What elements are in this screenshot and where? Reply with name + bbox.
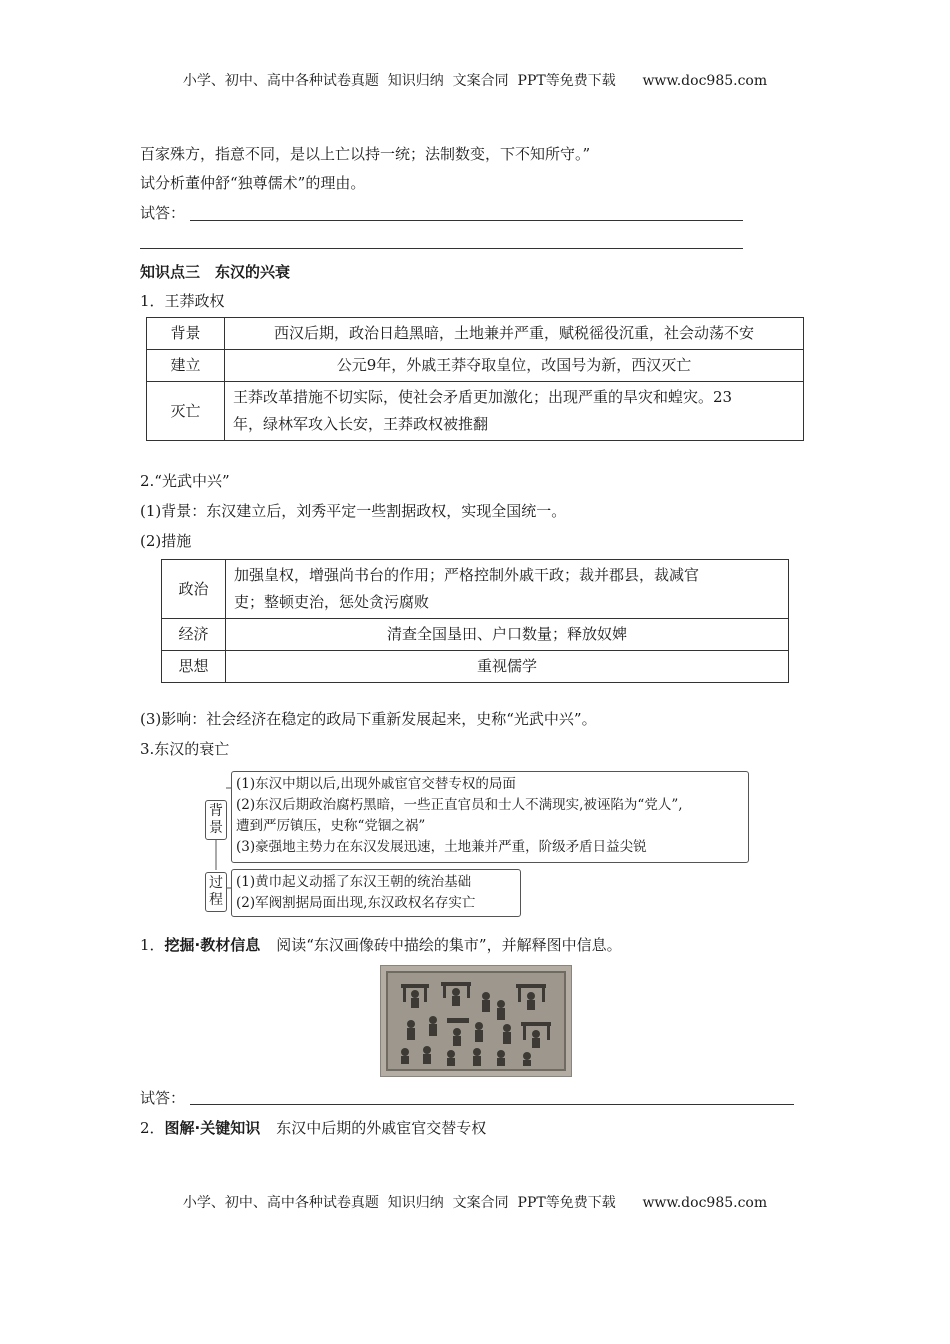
row-label: 灭亡 xyxy=(147,382,225,441)
row-text: 清查全国垦田、户口数量；释放奴婢 xyxy=(226,619,789,651)
section-title: 知识点三 东汉的兴衰 xyxy=(140,263,291,281)
guangwu-background: (1)背景：东汉建立后，刘秀平定一些割据政权，实现全国统一。 xyxy=(140,502,567,520)
process-label-text: 过 程 xyxy=(209,875,223,908)
wangmang-heading: 1．王莽政权 xyxy=(140,292,225,310)
background-box xyxy=(231,771,749,863)
background-label xyxy=(205,800,227,840)
row-label: 背景 xyxy=(147,318,225,350)
table-row xyxy=(162,619,789,651)
background-item: (1)东汉中期以后,出现外戚宦官交替专权的局面 xyxy=(236,776,516,792)
process-box xyxy=(231,869,521,917)
wangmang-table xyxy=(146,317,804,441)
answer-line-1[interactable] xyxy=(190,220,743,221)
background-label-text: 背 景 xyxy=(209,803,223,836)
row-text xyxy=(226,560,789,619)
quote-line: 百家殊方，指意不同，是以上亡以持一统；法制数变，下不知所守。” xyxy=(140,145,591,163)
answer-label-2: 试答： xyxy=(140,1089,186,1107)
table-row xyxy=(147,382,804,441)
question-line: 试分析董仲舒“独尊儒术”的理由。 xyxy=(140,174,366,192)
market-brick-image xyxy=(380,965,572,1077)
answer-line-3[interactable] xyxy=(190,1104,794,1105)
table-row xyxy=(162,560,789,619)
row-text: 公元9年，外戚王莽夺取皇位，改国号为新，西汉灭亡 xyxy=(225,350,804,382)
guangwu-heading: 2.“光武中兴” xyxy=(140,472,230,490)
answer-label-1: 试答： xyxy=(140,204,186,222)
task2-text: 东汉中后期的外戚宦官交替专权 xyxy=(276,1119,487,1137)
process-label xyxy=(205,872,227,912)
task1-num: 1． xyxy=(140,936,165,954)
process-item: (1)黄巾起义动摇了东汉王朝的统治基础 xyxy=(236,874,472,890)
row-label: 思想 xyxy=(162,651,226,683)
task1-label: 挖掘·教材信息 xyxy=(164,936,261,954)
table-row xyxy=(162,651,789,683)
row-text-line: 吏；整顿吏治，惩处贪污腐败 xyxy=(234,593,430,611)
row-label: 政治 xyxy=(162,560,226,619)
page-footer: 小学、初中、高中各种试卷真题 知识归纳 文案合同 PPT等免费下载 www.doc985.com xyxy=(182,1195,768,1211)
task1-text: 阅读“东汉画像砖中描绘的集市”，并解释图中信息。 xyxy=(276,936,622,954)
task1 xyxy=(140,934,622,955)
row-text-line: 年，绿林军攻入长安，王莽政权被推翻 xyxy=(233,415,489,433)
row-text: 西汉后期，政治日趋黑暗，土地兼并严重，赋税徭役沉重，社会动荡不安 xyxy=(225,318,804,350)
row-text-line: 王莽改革措施不切实际，使社会矛盾更加激化；出现严重的旱灾和蝗灾。23 xyxy=(233,388,733,406)
market-scene-drawing xyxy=(381,966,571,1076)
decline-diagram xyxy=(200,768,760,918)
table-row xyxy=(147,318,804,350)
row-text: 重视儒学 xyxy=(226,651,789,683)
task2-label: 图解·关键知识 xyxy=(164,1119,261,1137)
task2-num: 2． xyxy=(140,1119,165,1137)
row-label: 经济 xyxy=(162,619,226,651)
background-item: (3)豪强地主势力在东汉发展迅速，土地兼并严重，阶级矛盾日益尖锐 xyxy=(236,839,647,855)
page-header: 小学、初中、高中各种试卷真题 知识归纳 文案合同 PPT等免费下载 www.doc985.com xyxy=(182,73,768,89)
row-text xyxy=(225,382,804,441)
measures-table xyxy=(161,559,789,683)
task2 xyxy=(140,1117,486,1138)
table-row xyxy=(147,350,804,382)
guangwu-measures-heading: (2)措施 xyxy=(140,532,192,550)
answer-line-2[interactable] xyxy=(140,248,743,249)
row-label: 建立 xyxy=(147,350,225,382)
guangwu-impact: (3)影响：社会经济在稳定的政局下重新发展起来，史称“光武中兴”。 xyxy=(140,710,597,728)
decline-heading: 3.东汉的衰亡 xyxy=(140,740,230,758)
row-text-line: 加强皇权，增强尚书台的作用；严格控制外戚干政；裁并郡县，裁减官 xyxy=(234,566,700,584)
background-item: 遭到严厉镇压，史称“党锢之祸” xyxy=(236,818,426,834)
background-item: (2)东汉后期政治腐朽黑暗，一些正直官员和士人不满现实,被诬陷为“党人”, xyxy=(236,797,683,813)
process-item: (2)军阀割据局面出现,东汉政权名存实亡 xyxy=(236,895,476,911)
